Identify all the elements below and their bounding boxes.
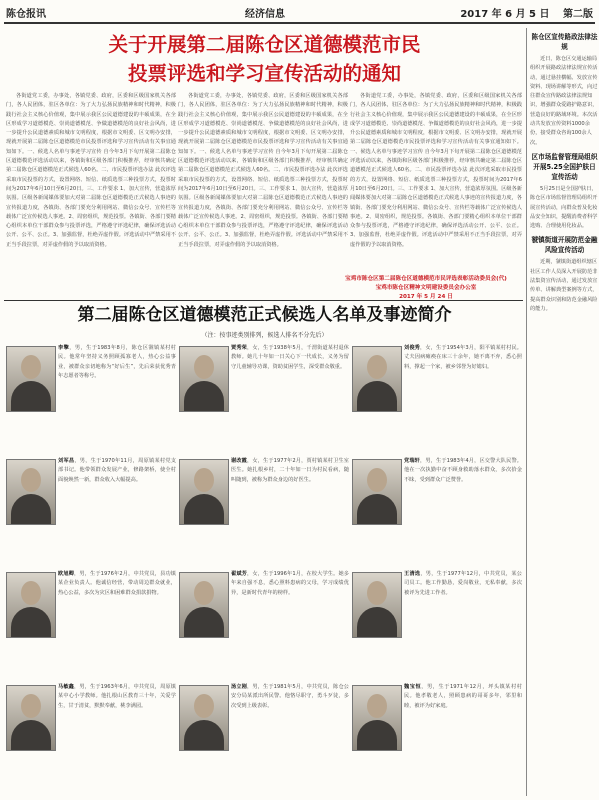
- candidate-card: [6, 455, 178, 568]
- photo-body-shape: [11, 494, 51, 525]
- candidate-photo: [179, 346, 229, 412]
- notice-body-col2: [178, 92, 348, 298]
- paper-name: 陈仓报讯: [6, 8, 46, 20]
- candidate-photo: [6, 572, 56, 638]
- notice-body-text: 各街道党工委，办事处，各镇党委、政府，区委和区级国家机关各部门，各人民团体，驻区各单位：为了大力弘扬民族精神和时代精神，积极践行社会主义核心价值观，集中展示我区公民道德建设的丰硕成果，在全区形成学习道德模范、崇尚道德模范、争做道德模范的良好社会风尚，进一步提升公民道德素质和城市文明程度，根据市文明委、区文明办安排，现就开展第二届陈仓区道德模范市民投票评选和学习宣传活动有关事宜通知如下。一、候选人名单与事迹学习宣传 自今年3月下旬开展第二届陈仓区道德模范评选活动以来，各镇街和区级各部门积极推荐，经审核共确定第二届陈仓区道德模范正式候选人60名。二、市民投票评选办法 此次评选采取市民投票的方式，设置网络、短信、纸质选票三种投票方式，投票时间为2017年6月10日至6月20日。三、工作要求 1、加大宣传，营造浓厚氛围。区级各新闻媒体要加大对第二届陈仓区道德模范正式候选人事迹的宣传报道力度，各镇街、各部门要充分利用网站、微信公众号、宣传栏等载体广泛宣传候选人事迹。2、周密组织，规范投票。各镇街、各部门要精心组织本单位干部群众参与投票评选，严格遵守评选纪律，确保评选活动公开、公平、公正。3、加强监督，杜绝弄虚作假。评选活动中严禁采用不正当手段拉票，对弄虚作假的予以取消资格。: [178, 93, 348, 248]
- candidate-bio: 刘俊秀，女，生于1954年3月，阳平镇某村村民。丈夫因病瘫痪在床三十余年，她不离不弃，悉心照料，撑起一个家，被乡邻誉为好媳妇。: [404, 345, 522, 370]
- candidate-name: 马敏鑫: [58, 684, 74, 690]
- candidate-photo: [179, 685, 229, 751]
- candidate-photo: [352, 346, 402, 412]
- sidebar-article1-body: 近日，陈仓区交通运输局组织开展路政法律法规宣传活动，通过悬挂横幅、发放宣传资料、现场讲解等形式，向过往群众宣传路政法律法规知识，增强群众爱路护路意识，营造良好的路域环境。本次活动共发放宣传资料1000余份，接受群众咨询100余人次。: [530, 56, 598, 146]
- candidate-name: 刘军昌: [58, 458, 75, 464]
- candidate-bio-text: 男，生于1983年8月，陈仓区虢镇某村村民。他常年坚持义务照顾孤寡老人，热心公益事业，被群众亲切地称为“好后生”，先后荣获优秀青年志愿者等称号。: [58, 345, 176, 379]
- sidebar-article1-title: 陈仓区宣传路政法律法规: [531, 33, 598, 51]
- masthead-rule: [4, 22, 595, 24]
- candidate-bio-text: 男，生于1970年11月，周原镇某村党支部书记。他带领群众发展产业，修路架桥，使全村面貌焕然一新，群众收入大幅提高。: [58, 458, 176, 483]
- candidate-photo: [352, 572, 402, 638]
- candidate-bio-text: 男，生于1971年12月，坪头镇某村村民。他孝敬老人，照顾患病的哥哥多年，邻里和睦，被评为好家庭。: [404, 684, 522, 709]
- photo-head-shape: [367, 468, 387, 492]
- photo-body-shape: [184, 607, 224, 638]
- masthead: [6, 4, 593, 20]
- candidate-bio: 翟斌芳，女，生于1996年1月，在校大学生。她多年来自强不息，悉心照料患病的父母，学习成绩优异，是新时代青年的榜样。: [231, 571, 349, 596]
- photo-body-shape: [184, 494, 224, 525]
- photo-body-shape: [184, 720, 224, 751]
- candidate-bio-text: 男，生于1983年4月，区交警大队民警。他在一次执勤中奋不顾身救助落水群众，多次拾金不昧，受到群众广泛赞誉。: [404, 458, 522, 483]
- photo-body-shape: [357, 607, 397, 638]
- notice-title-line2: 投票评选和学习宣传活动的通知: [127, 62, 401, 85]
- notice-title-line1: 关于开展第二届陈仓区道德模范市民: [108, 33, 421, 56]
- sidebar-article3-body: 近期，虢镇街道组织辖区社区工作人员深入开展防范非法集资宣传活动，通过发放宣传单、讲解典型案例等方式，提高群众识别和防范金融风险的能力。: [530, 259, 598, 312]
- candidate-photo: [179, 572, 229, 638]
- candidate-bio: 欧旭卿，男，生于1976年2月，中共党员，县功镇某企业负责人。他诚信经营，带动周边群众就业，热心公益，多次为灾区和困难群众捐款捐物。: [58, 571, 176, 596]
- notice-body-col1: [6, 92, 176, 298]
- candidate-photo: [6, 346, 56, 412]
- candidate-photo: [352, 459, 402, 525]
- candidate-bio-text: 女，生于1996年1月，在校大学生。她多年来自强不息，悉心照料患病的父母，学习成绩优异，是新时代青年的榜样。: [231, 571, 349, 596]
- photo-head-shape: [367, 355, 387, 379]
- notice-signoff: [330, 275, 522, 302]
- candidate-card: [6, 342, 178, 455]
- section-divider: [4, 300, 523, 301]
- candidate-card: [179, 568, 351, 681]
- candidate-photo: [179, 459, 229, 525]
- candidate-card: [179, 455, 351, 568]
- candidate-name: 党瑞轩: [404, 458, 420, 464]
- candidate-card: [352, 568, 524, 681]
- candidates-note: （注：按事迹类别排列，候选人排名不分先后）: [201, 332, 328, 339]
- photo-head-shape: [21, 694, 41, 718]
- candidate-name: 汤立刚: [231, 684, 247, 690]
- candidate-bio: 马敏鑫，男，生于1963年6月，中共党员，周原镇某中心小学教师。他扎根山区教育三十年，关爱学生，甘于清贫，默默奉献，桃李满园。: [58, 684, 176, 709]
- photo-body-shape: [184, 381, 224, 412]
- candidate-bio: 刘军昌，男，生于1970年11月，周原镇某村党支部书记。他带领群众发展产业，修路架桥，使全村面貌焕然一新，群众收入大幅提高。: [58, 458, 176, 483]
- issue-date: 2017 年 6 月 5 日: [460, 8, 550, 20]
- candidate-bio-text: 男，生于1976年2月，中共党员，县功镇某企业负责人。他诚信经营，带动周边群众就业，热心公益，多次为灾区和困难群众捐款捐物。: [58, 571, 176, 596]
- sidebar-article2-title: 区市场监督管理局组织开展5.25全国护肤日宣传活动: [531, 152, 598, 181]
- photo-head-shape: [21, 581, 41, 605]
- candidate-card: [6, 568, 178, 681]
- candidate-name: 王清选: [404, 571, 421, 577]
- section-name: 经济信息: [244, 8, 285, 20]
- candidates-title: 第二届陈仓区道德模范正式候选人名单及事迹简介: [77, 305, 452, 325]
- candidate-photo: [6, 685, 56, 751]
- candidate-bio-text: 女，生于1954年3月，阳平镇某村村民。丈夫因病瘫痪在床三十余年，她不离不弃，悉心照料，撑起一个家，被乡邻誉为好媳妇。: [404, 345, 522, 370]
- candidate-bio: 李擎，男，生于1983年8月，陈仓区虢镇某村村民。他常年坚持义务照顾孤寡老人，热心公益事业，被群众亲切地称为“好后生”，先后荣获优秀青年志愿者等称号。: [58, 345, 176, 379]
- candidate-card: [352, 681, 524, 794]
- candidate-name: 谢改霞: [231, 458, 247, 464]
- sidebar-article3-title: 虢镇街道开展防范金融风险宣传活动: [531, 236, 598, 255]
- candidate-bio-text: 女，生于1977年2月，贾村镇某村卫生室医生。她扎根乡村，二十年如一日为村民看病，随叫随到，被称为群众身边的好医生。: [231, 458, 349, 483]
- signoff-issuer: 宝鸡市陈仓区第二届陈仓区道德模范市民评选表彰活动委员会(代): [345, 276, 507, 282]
- candidate-bio-text: 男，生于1977年12月，中共党员，某公司员工。他工作勤恳，爱岗敬业，无私奉献，多次被评为先进工作者。: [404, 571, 522, 596]
- candidate-card: [352, 455, 524, 568]
- photo-body-shape: [11, 607, 51, 638]
- candidate-bio: 谢改霞，女，生于1977年2月，贾村镇某村卫生室医生。她扎根乡村，二十年如一日为村民看病，随叫随到，被称为群众身边的好医生。: [231, 458, 349, 483]
- candidate-bio-text: 男，生于1981年5月，中共党员，陈仓公安分局某派出所民警。他恪尽职守，勇斗歹徒，多次受到上级表彰。: [231, 684, 349, 709]
- photo-body-shape: [357, 720, 397, 751]
- candidate-name: 贾秀荣: [231, 345, 247, 351]
- sidebar-article2-body: 5月25日是全国护肤日，陈仓区市场监督管理局组织开展宣传活动，向群众普及化妆品安全知识，提醒消费者科学选购、合理使用化妆品。: [530, 185, 598, 230]
- candidate-bio: 魏宝恒，男，生于1971年12月，坪头镇某村村民。他孝敬老人，照顾患病的哥哥多年，邻里和睦，被评为好家庭。: [404, 684, 522, 709]
- candidate-card: [6, 681, 178, 794]
- photo-head-shape: [21, 355, 41, 379]
- candidate-bio: 王清选，男，生于1977年12月，中共党员，某公司员工。他工作勤恳，爱岗敬业，无私奉献，多次被评为先进工作者。: [404, 571, 522, 596]
- candidate-name: 翟斌芳: [231, 571, 247, 577]
- candidates-grid: [6, 342, 523, 794]
- candidate-name: 欧旭卿: [58, 571, 74, 577]
- candidate-card: [179, 681, 351, 794]
- photo-body-shape: [357, 494, 397, 525]
- candidate-name: 魏宝恒: [404, 684, 422, 690]
- edition-label: 第二版: [562, 8, 593, 20]
- candidate-bio: 汤立刚，男，生于1981年5月，中共党员，陈仓公安分局某派出所民警。他恪尽职守，勇斗歹徒，多次受到上级表彰。: [231, 684, 349, 709]
- candidate-name: 李擎: [58, 345, 70, 351]
- photo-head-shape: [367, 581, 387, 605]
- photo-body-shape: [11, 720, 51, 751]
- photo-head-shape: [194, 694, 214, 718]
- signoff-issuer2: 宝鸡市陈仓区精神文明建设委员会办公室: [375, 285, 477, 291]
- photo-head-shape: [194, 355, 214, 379]
- photo-head-shape: [367, 694, 387, 718]
- candidate-bio: 贾秀荣，女，生于1938年5月，千渭街道某村退休教师。她几十年如一日关心下一代成长，义务为留守儿童辅导功课，资助贫困学生，深受群众敬重。: [231, 345, 349, 370]
- photo-head-shape: [194, 468, 214, 492]
- photo-body-shape: [357, 381, 397, 412]
- sidebar: [526, 28, 599, 796]
- signoff-date: 2017 年 5 月 24 日: [399, 294, 453, 300]
- candidate-bio: 党瑞轩，男，生于1983年4月，区交警大队民警。他在一次执勤中奋不顾身救助落水群众，多次拾金不昧，受到群众广泛赞誉。: [404, 458, 522, 483]
- candidate-name: 刘俊秀: [404, 345, 420, 351]
- notice-body-text: 各街道党工委，办事处，各镇党委、政府，区委和区级国家机关各部门，各人民团体，驻区各单位：为了大力弘扬民族精神和时代精神，积极践行社会主义核心价值观，集中展示我区公民道德建设的丰硕成果，在全区形成学习道德模范、崇尚道德模范、争做道德模范的良好社会风尚，进一步提升公民道德素质和城市文明程度，根据市文明委、区文明办安排，现就开展第二届陈仓区道德模范市民投票评选和学习宣传活动有关事宜通知如下。一、候选人名单与事迹学习宣传 自今年3月下旬开展第二届陈仓区道德模范评选活动以来，各镇街和区级各部门积极推荐，经审核共确定第二届陈仓区道德模范正式候选人60名。二、市民投票评选办法 此次评选采取市民投票的方式，设置网络、短信、纸质选票三种投票方式，投票时间为2017年6月10日至6月20日。三、工作要求 1、加大宣传，营造浓厚氛围。区级各新闻媒体要加大对第二届陈仓区道德模范正式候选人事迹的宣传报道力度，各镇街、各部门要充分利用网站、微信公众号、宣传栏等载体广泛宣传候选人事迹。2、周密组织，规范投票。各镇街、各部门要精心组织本单位干部群众参与投票评选，严格遵守评选纪律，确保评选活动公开、公平、公正。3、加强监督，杜绝弄虚作假。评选活动中严禁采用不正当手段拉票，对弄虚作假的予以取消资格。: [350, 93, 522, 248]
- photo-head-shape: [194, 581, 214, 605]
- candidate-bio-text: 男，生于1963年6月，中共党员，周原镇某中心小学教师。他扎根山区教育三十年，关爱学生，甘于清贫，默默奉献，桃李满园。: [58, 684, 176, 709]
- notice-body-col3: [350, 92, 522, 272]
- candidate-card: [352, 342, 524, 455]
- photo-head-shape: [21, 468, 41, 492]
- candidate-card: [179, 342, 351, 455]
- photo-body-shape: [11, 381, 51, 412]
- candidate-photo: [352, 685, 402, 751]
- candidate-photo: [6, 459, 56, 525]
- notice-body-text: 各街道党工委，办事处，各镇党委、政府，区委和区级国家机关各部门，各人民团体，驻区各单位：为了大力弘扬民族精神和时代精神，积极践行社会主义核心价值观，集中展示我区公民道德建设的丰硕成果，在全区形成学习道德模范、崇尚道德模范、争做道德模范的良好社会风尚，进一步提升公民道德素质和城市文明程度，根据市文明委、区文明办安排，现就开展第二届陈仓区道德模范市民投票评选和学习宣传活动有关事宜通知如下。一、候选人名单与事迹学习宣传 自今年3月下旬开展第二届陈仓区道德模范评选活动以来，各镇街和区级各部门积极推荐，经审核共确定第二届陈仓区道德模范正式候选人60名。二、市民投票评选办法 此次评选采取市民投票的方式，设置网络、短信、纸质选票三种投票方式，投票时间为2017年6月10日至6月20日。三、工作要求 1、加大宣传，营造浓厚氛围。区级各新闻媒体要加大对第二届陈仓区道德模范正式候选人事迹的宣传报道力度，各镇街、各部门要充分利用网站、微信公众号、宣传栏等载体广泛宣传候选人事迹。2、周密组织，规范投票。各镇街、各部门要精心组织本单位干部群众参与投票评选，严格遵守评选纪律，确保评选活动公开、公平、公正。3、加强监督，杜绝弄虚作假。评选活动中严禁采用不正当手段拉票，对弄虚作假的予以取消资格。: [6, 93, 176, 248]
- candidate-bio-text: 女，生于1938年5月，千渭街道某村退休教师。她几十年如一日关心下一代成长，义务为留守儿童辅导功课，资助贫困学生，深受群众敬重。: [231, 345, 349, 370]
